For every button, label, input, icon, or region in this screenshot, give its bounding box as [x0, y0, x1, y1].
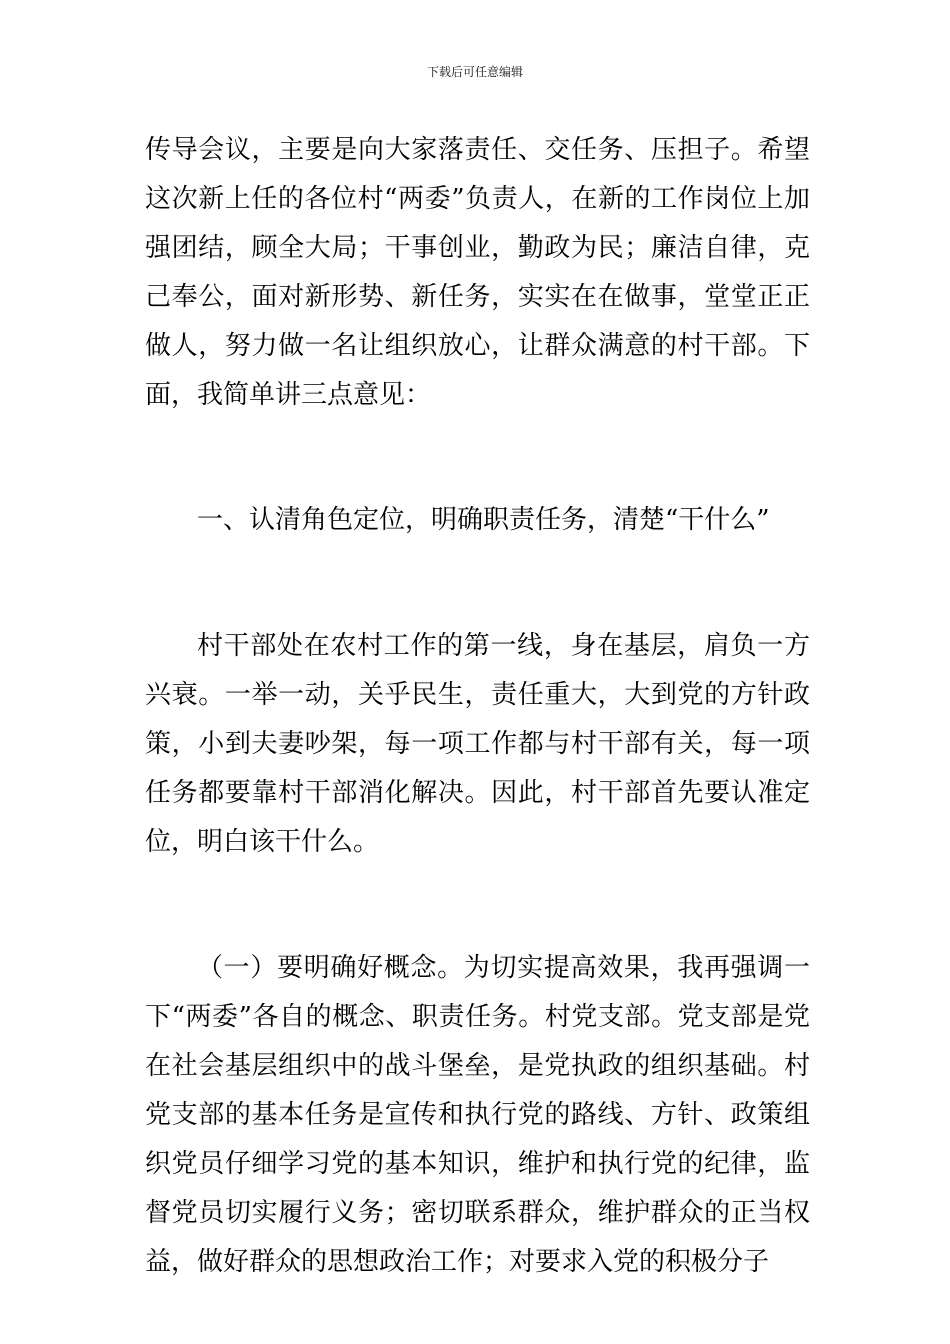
paragraph-opening: 传导会议，主要是向大家落责任、交任务、压担子。希望这次新上任的各位村“两委”负责人，在新的工作岗位上加强团结，顾全大局；干事创业，勤政为民；廉洁自律，克己奉公，面对新形势、新任务，实实在在做事，堂堂正正做人，努力做一名让组织放心，让群众满意的村干部。下面，我简单讲三点意见： — [145, 135, 810, 410]
paragraph-subsection-one: （一）要明确好概念。为切实提高效果，我再强调一下“两委”各自的概念、职责任务。村党支部。党支部是党在社会基层组织中的战斗堡垒，是党执政的组织基础。村党支部的基本任务是宣传和执行党的路线、方针、政策组织党员仔细学习党的基本知识，维护和执行党的纪律，监督党员切实履行义务；密切联系群众，维护群众的正当权益，做好群众的思想政治工作；对要求入党的积极分子 — [145, 953, 810, 1277]
page-header-note: 下载后可任意编辑 — [426, 65, 523, 79]
document-body — [145, 126, 810, 1287]
paragraph-section-one-intro: 村干部处在农村工作的第一线，身在基层，肩负一方兴衰。一举一动，关乎民生，责任重大，大到党的方针政策，小到夫妻吵架，每一项工作都与村干部有关，每一项任务都要靠村干部消化解决。因此，村干部首先要认准定位，明白该干什么。 — [145, 631, 810, 857]
section-heading-one: 一、认清角色定位，明确职责任务，清楚“干什么” — [197, 505, 770, 535]
